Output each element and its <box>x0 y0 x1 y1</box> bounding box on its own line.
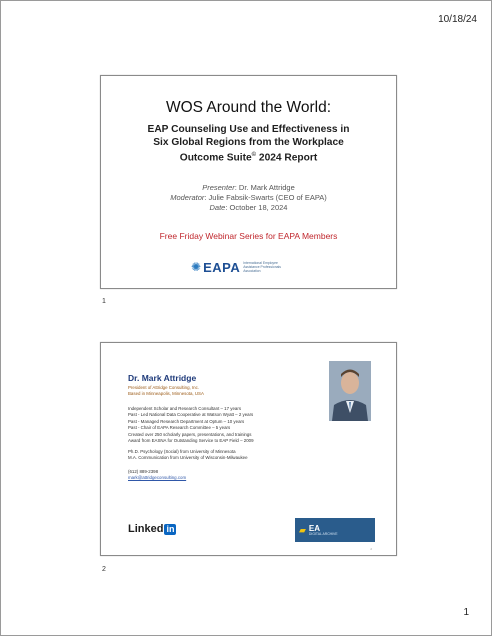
ea-logo-word: EA <box>308 523 321 533</box>
ea-logo-sub: DIGITAL ARCHIVE <box>308 531 338 536</box>
slide-2-index: 2 <box>102 566 106 573</box>
contact-info <box>128 469 186 482</box>
subtitle-line-2: Six Global Regions from the Workplace <box>153 137 344 148</box>
book-icon: ▰ <box>299 524 306 535</box>
copyright-mark: © <box>251 152 257 158</box>
slide-subtitle <box>111 123 386 164</box>
list-item: Ph.D. Psychology (Social) from University of Minnesota <box>128 449 236 454</box>
slide-1-index: 1 <box>102 298 106 305</box>
moderator-line <box>101 193 396 203</box>
eapa-logo-tagline: International Employee Assistance Professionals Association <box>243 261 281 273</box>
presenter-name: : Dr. Mark Attridge <box>234 183 295 192</box>
list-item: Award from EASNA for Outstanding Service to EAP Field – 2009 <box>128 438 254 444</box>
subtitle-line-3 <box>111 149 386 164</box>
slide-2-thumbnail[interactable] <box>100 342 397 556</box>
page-number: 1 <box>463 607 469 618</box>
presenter-name-heading: Dr. Mark Attridge <box>128 373 197 383</box>
webinar-series: Free Friday Webinar Series for EAPA Members <box>159 231 338 241</box>
moderator-name: : Julie Fabsik-Swarts (CEO of EAPA) <box>204 193 327 202</box>
eapa-star-icon: ✺ <box>191 260 202 274</box>
list-item: Past - Managed Research Department at Optum – 10 years <box>128 418 245 424</box>
presenter-line <box>101 183 396 193</box>
list-item: Independent Scholar and Research Consultant – 17 years <box>128 406 242 411</box>
eapa-logo <box>191 259 321 275</box>
print-date: 10/18/24 <box>438 14 477 25</box>
eapa-logo-word: EAPA <box>203 259 241 275</box>
portrait-icon <box>329 361 371 421</box>
slide-1-thumbnail[interactable] <box>100 75 397 289</box>
experience-list <box>128 406 254 444</box>
list-item: Created over 250 scholarly papers, presentations, and trainings <box>128 431 252 437</box>
subtitle-line-3b: 2024 Report <box>256 152 318 164</box>
list-item: Past - Chair of EAPA Research Committee – 5 years <box>128 425 231 431</box>
linkedin-logo[interactable] <box>128 523 176 535</box>
list-item: M.A. Communication from University of Wisconsin-Milwaukee <box>128 455 248 461</box>
subtitle-line-3a: Outcome Suite <box>179 152 252 164</box>
slide-title: WOS Around the World: <box>165 99 332 116</box>
ea-digital-archive-logo <box>295 518 375 542</box>
date-value: : October 18, 2024 <box>225 203 288 212</box>
education-list <box>128 449 248 462</box>
email-link[interactable]: mark@attridgeconsulting.com <box>128 475 187 481</box>
linkedin-in-icon: in <box>166 523 175 534</box>
subtitle-line-1: EAP Counseling Use and Effectiveness in <box>147 124 350 135</box>
presenter-location: Based in Minneapolis, Minnesota, USA <box>128 391 204 396</box>
presenter-label: Presenter <box>202 183 235 192</box>
slide-meta <box>101 183 396 213</box>
list-item: Past - Led National Data Cooperative at Watson Wyatt – 2 years <box>128 412 254 418</box>
presenter-role: President of Attridge Consulting, Inc. <box>128 385 200 390</box>
date-line <box>101 203 396 213</box>
slide-inner-number: 2 <box>370 547 372 551</box>
phone-number: (612) 889-2398 <box>128 469 159 474</box>
moderator-label: Moderator <box>170 193 205 202</box>
presenter-photo <box>329 361 371 421</box>
linkedin-word: Linked <box>128 523 164 535</box>
date-label: Date <box>209 203 226 212</box>
